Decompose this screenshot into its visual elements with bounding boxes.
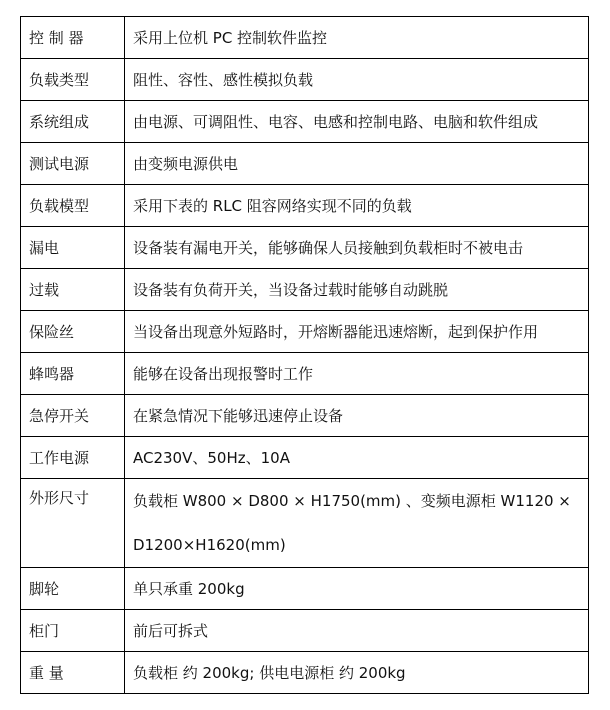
row-value: 单只承重 200kg <box>125 568 589 610</box>
row-label: 控 制 器 <box>21 17 125 59</box>
row-value: 负载柜 W800 × D800 × H1750(mm) 、变频电源柜 W1120 × D1200×H1620(mm) <box>125 479 589 568</box>
table-row <box>21 311 589 353</box>
row-label: 负载模型 <box>21 185 125 227</box>
row-value: 由变频电源供电 <box>125 143 589 185</box>
table-row <box>21 185 589 227</box>
row-label: 急停开关 <box>21 395 125 437</box>
table-row <box>21 353 589 395</box>
row-value: 能够在设备出现报警时工作 <box>125 353 589 395</box>
row-value: 设备装有漏电开关，能够确保人员接触到负载柜时不被电击 <box>125 227 589 269</box>
table-row <box>21 101 589 143</box>
table-row <box>21 143 589 185</box>
table-row <box>21 652 589 694</box>
table-row <box>21 568 589 610</box>
row-label: 重 量 <box>21 652 125 694</box>
row-value: 阻性、容性、感性模拟负载 <box>125 59 589 101</box>
table-row <box>21 227 589 269</box>
row-label: 蜂鸣器 <box>21 353 125 395</box>
table-row <box>21 269 589 311</box>
row-label: 工作电源 <box>21 437 125 479</box>
row-value: 负载柜 约 200kg; 供电电源柜 约 200kg <box>125 652 589 694</box>
row-label: 测试电源 <box>21 143 125 185</box>
row-label: 外形尺寸 <box>21 479 125 568</box>
row-label: 负载类型 <box>21 59 125 101</box>
row-label: 漏电 <box>21 227 125 269</box>
row-value: AC230V、50Hz、10A <box>125 437 589 479</box>
table-row <box>21 479 589 568</box>
row-label: 柜门 <box>21 610 125 652</box>
row-value: 当设备出现意外短路时，开熔断器能迅速熔断，起到保护作用 <box>125 311 589 353</box>
table-row <box>21 610 589 652</box>
row-value: 采用上位机 PC 控制软件监控 <box>125 17 589 59</box>
row-value: 采用下表的 RLC 阻容网络实现不同的负载 <box>125 185 589 227</box>
row-label: 系统组成 <box>21 101 125 143</box>
table-row <box>21 59 589 101</box>
row-label: 过载 <box>21 269 125 311</box>
table-row <box>21 17 589 59</box>
row-label: 保险丝 <box>21 311 125 353</box>
row-value: 前后可拆式 <box>125 610 589 652</box>
spec-table <box>20 16 589 694</box>
table-row <box>21 395 589 437</box>
table-row <box>21 437 589 479</box>
row-value: 在紧急情况下能够迅速停止设备 <box>125 395 589 437</box>
row-label: 脚轮 <box>21 568 125 610</box>
row-value: 设备装有负荷开关，当设备过载时能够自动跳脱 <box>125 269 589 311</box>
row-value: 由电源、可调阻性、电容、电感和控制电路、电脑和软件组成 <box>125 101 589 143</box>
